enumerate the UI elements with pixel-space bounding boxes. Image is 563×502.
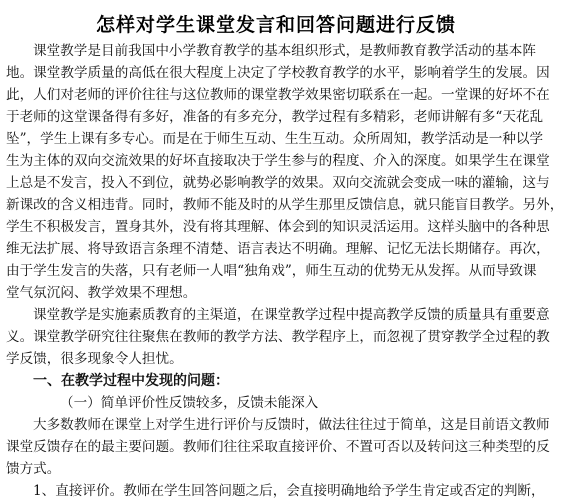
paragraph-line: 坠”，学生上课有多专心。而是在于师生互动、生生互动。众所周知，教学活动是一种以学: [6, 131, 544, 147]
paragraph-line: 堂气氛沉闷、教学效果不理想。: [6, 285, 197, 301]
document-title: 怎样对学生课堂发言和回答问题进行反馈: [95, 14, 456, 36]
paragraph-line: 义。课堂教学研究往往聚焦在教师的教学方法、教学程序上，而忽视了贯穿教学全过程的教: [6, 329, 550, 345]
paragraph-line: 地。课堂教学质量的高低在很大程度上决定了学校教育教学的水平，影响着学生的发展。因: [6, 65, 550, 81]
paragraph-line: 此，人们对老师的评价往往与这位教师的课堂教学效果密切联系在一起。一堂课的好坏不在: [6, 87, 550, 103]
paragraph-line: 课堂反馈存在的最主要问题。教师们往往采取直接评价、不置可否以及转问这三种类型的反: [6, 439, 550, 455]
paragraph-line: 由于学生发言的失落，只有老师一人唱“独角戏”，师生互动的优势无从发挥。从而导致课: [6, 263, 537, 279]
list-item: 1、直接评价。教师在学生回答问题之后，会直接明确地给予学生肯定或否定的判断，: [33, 483, 545, 499]
paragraph-line: 课堂教学是实施素质教育的主渠道，在课堂教学过程中提高教学反馈的质量具有重要意: [33, 307, 550, 323]
paragraph-line: 上总是不发言，投入不到位，就势必影响教学的效果。双向交流就会变成一味的灌输，这与: [6, 175, 550, 191]
paragraph-line: 馈方式。: [6, 461, 61, 477]
paragraph-line: 于老师的这堂课备得有多好，准备的有多充分，教学过程有多精彩，老师讲解有多“天花乱: [6, 109, 544, 125]
paragraph-line: 课堂教学是目前我国中小学教育教学的基本组织形式，是教师教育教学活动的基本阵: [33, 43, 536, 59]
section-heading: 一、在教学过程中发现的问题：: [33, 373, 229, 389]
paragraph-line: 大多数教师在课堂上对学生进行评价与反馈时，做法往往过于简单，这是目前语文教师: [33, 417, 550, 433]
paragraph-line: 学生不积极发言，置身其外，没有将其理解、体会到的知识灵活运用。这样头脑中的各种思: [6, 219, 550, 235]
paragraph-line: 生为主体的双向交流效果的好坏直接取决于学生参与的程度、介入的深度。如果学生在课堂: [6, 153, 550, 169]
subsection-heading: （一）简单评价性反馈较多，反馈未能深入: [60, 395, 319, 411]
paragraph-line: 维无法扩展、将导致语言条理不清楚、语言表达不明确。理解、记忆无法长期储存。再次，: [6, 241, 550, 257]
paragraph-line: 新课改的含义相违背。同时，教师不能及时的从学生那里反馈信息，就只能盲目教学。另外，: [6, 197, 563, 213]
paragraph-line: 学反馈，很多现象令人担忧。: [6, 351, 183, 367]
